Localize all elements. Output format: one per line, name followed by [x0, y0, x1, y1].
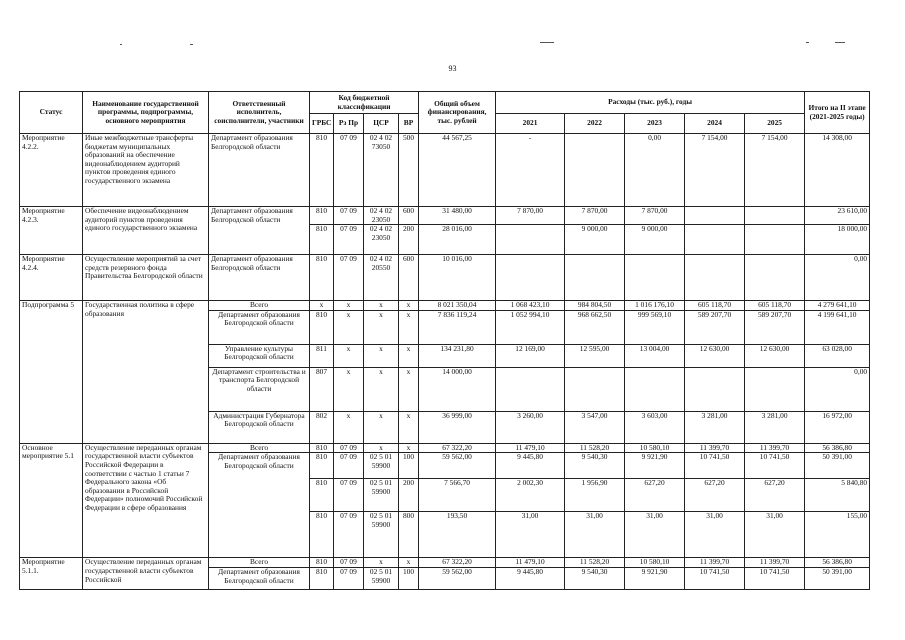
cell-2022: 11 528,20: [565, 558, 625, 568]
cell-name: Осуществление мероприятий за счет средств резервного фонда Правительства Белгородской области: [83, 255, 209, 301]
cell-csr: x: [364, 367, 399, 411]
cell-vr: x: [399, 310, 419, 344]
table-row: [20, 255, 870, 301]
cell-2021: 11 479,10: [496, 443, 565, 453]
cell-executor: Департамент образования Белгородской области: [209, 310, 310, 344]
cell-csr: x: [364, 301, 399, 311]
cell-grbs: 810: [310, 207, 334, 225]
cell-csr: 02 5 01 59900: [364, 567, 399, 589]
cell-2022: 9 540,30: [565, 567, 625, 589]
cell-2023: 9 921,90: [625, 453, 685, 479]
cell-2024: [685, 225, 745, 255]
cell-2023: 10 580,10: [625, 558, 685, 568]
cell-vr: 200: [399, 225, 419, 255]
table-row: [20, 301, 870, 311]
cell-name: Государственная политика в сфере образования: [83, 301, 209, 444]
cell-grbs: 810: [310, 255, 334, 301]
cell-rzpr: x: [334, 411, 364, 443]
cell-2023: 9 921,90: [625, 567, 685, 589]
cell-2022: 31,00: [565, 512, 625, 558]
cell-executor: Департамент строительства и транспорта Белгородской области: [209, 367, 310, 411]
table-row: [20, 558, 870, 568]
cell-rzpr: x: [334, 301, 364, 311]
cell-csr: x: [364, 310, 399, 344]
cell-csr: 02 4 02 23050: [364, 225, 399, 255]
cell-2023: 10 580,10: [625, 443, 685, 453]
cell-stage: 155,00: [805, 512, 870, 558]
cell-csr: 02 4 02 20550: [364, 255, 399, 301]
cell-vr: x: [399, 344, 419, 367]
cell-total: 67 322,20: [419, 443, 496, 453]
cell-2024: 11 399,70: [685, 558, 745, 568]
header-2025: 2025: [745, 114, 805, 134]
cell-rzpr: 07 09: [334, 134, 364, 207]
cell-2021: 11 479,10: [496, 558, 565, 568]
cell-vr: 100: [399, 453, 419, 479]
cell-csr: 02 4 02 73050: [364, 134, 399, 207]
cell-grbs: 810: [310, 512, 334, 558]
cell-2022: 9 000,00: [565, 225, 625, 255]
cell-grbs: 810: [310, 567, 334, 589]
header-status: Статус: [20, 92, 83, 134]
cell-csr: x: [364, 344, 399, 367]
header-executor: Ответственный исполнитель, соисполнители, участники: [209, 92, 310, 134]
cell-2022: [565, 134, 625, 207]
cell-csr: 02 5 01 59900: [364, 479, 399, 512]
scan-speck: [806, 42, 809, 43]
cell-vr: 100: [399, 567, 419, 589]
cell-2025: [745, 225, 805, 255]
header-2023: 2023: [625, 114, 685, 134]
cell-2025: 12 630,00: [745, 344, 805, 367]
cell-grbs: 810: [310, 310, 334, 344]
cell-status: Мероприятие 4.2.3.: [20, 207, 83, 255]
cell-2021: [496, 225, 565, 255]
cell-grbs: 811: [310, 344, 334, 367]
cell-total: 67 322,20: [419, 558, 496, 568]
cell-stage: 63 028,00: [805, 344, 870, 367]
cell-status: Мероприятие 5.1.1.: [20, 558, 83, 590]
cell-2024: 12 630,00: [685, 344, 745, 367]
cell-vr: x: [399, 443, 419, 453]
cell-grbs: 810: [310, 558, 334, 568]
cell-2021: 9 445,80: [496, 453, 565, 479]
header-grbs: ГРБС: [310, 114, 334, 134]
cell-2025: 3 281,00: [745, 411, 805, 443]
cell-2025: 10 741,50: [745, 567, 805, 589]
cell-2023: 999 569,10: [625, 310, 685, 344]
cell-2024: 10 741,50: [685, 567, 745, 589]
cell-executor: Всего: [209, 301, 310, 311]
cell-2021: [496, 367, 565, 411]
cell-2025: [745, 207, 805, 225]
cell-vr: 800: [399, 512, 419, 558]
cell-total: 193,50: [419, 512, 496, 558]
cell-rzpr: x: [334, 344, 364, 367]
cell-2023: 3 603,00: [625, 411, 685, 443]
cell-2023: 0,00: [625, 134, 685, 207]
cell-2024: 31,00: [685, 512, 745, 558]
cell-2022: 11 528,20: [565, 443, 625, 453]
cell-grbs: 802: [310, 411, 334, 443]
cell-name: Осуществление переданных органам государственной власти субъектов Российской: [83, 558, 209, 590]
cell-2023: 31,00: [625, 512, 685, 558]
cell-2023: 1 016 176,10: [625, 301, 685, 311]
cell-2023: 627,20: [625, 479, 685, 512]
cell-2022: [565, 367, 625, 411]
cell-rzpr: 07 09: [334, 225, 364, 255]
cell-2024: 627,20: [685, 479, 745, 512]
cell-csr: x: [364, 558, 399, 568]
header-rzpr: Рз Пр: [334, 114, 364, 134]
header-stage-total: Итого на II этапе (2021-2025 годы): [805, 92, 870, 134]
cell-2021: -: [496, 134, 565, 207]
cell-2021: 3 260,00: [496, 411, 565, 443]
cell-executor: Департамент образования Белгородской области: [209, 134, 310, 207]
scan-speck: [540, 42, 554, 43]
cell-2023: [625, 367, 685, 411]
cell-stage: 14 308,00: [805, 134, 870, 207]
cell-name: Иные межбюджетные трансферты бюджетам муниципальных образований на обеспечение видеонаблюдением аудиторий пунктов проведения единого государственного экзамена: [83, 134, 209, 207]
cell-total: 8 021 350,04: [419, 301, 496, 311]
table-row: [20, 207, 870, 225]
cell-stage: 4 279 641,10: [805, 301, 870, 311]
cell-2025: 31,00: [745, 512, 805, 558]
cell-stage: 0,00: [805, 367, 870, 411]
cell-total: 44 567,25: [419, 134, 496, 207]
cell-total: 59 562,00: [419, 453, 496, 479]
cell-grbs: x: [310, 301, 334, 311]
cell-vr: 200: [399, 479, 419, 512]
cell-grbs: 810: [310, 443, 334, 453]
cell-2025: 7 154,00: [745, 134, 805, 207]
cell-executor: Департамент образования Белгородской области: [209, 567, 310, 589]
header-2022: 2022: [565, 114, 625, 134]
cell-total: 28 016,00: [419, 225, 496, 255]
cell-total: 7 836 119,24: [419, 310, 496, 344]
cell-2021: 31,00: [496, 512, 565, 558]
cell-2021: 2 002,30: [496, 479, 565, 512]
cell-total: 59 562,00: [419, 567, 496, 589]
header-code: Код бюджетной классификации: [310, 92, 419, 114]
cell-2025: 10 741,50: [745, 453, 805, 479]
cell-2025: 589 207,70: [745, 310, 805, 344]
header-2021: 2021: [496, 114, 565, 134]
table-row: [20, 134, 870, 207]
table-row: [20, 443, 870, 453]
cell-rzpr: 07 09: [334, 443, 364, 453]
cell-total: 10 016,00: [419, 255, 496, 301]
cell-grbs: 810: [310, 134, 334, 207]
scan-speck: [835, 42, 845, 43]
cell-status: Мероприятие 4.2.2.: [20, 134, 83, 207]
cell-2023: [625, 255, 685, 301]
budget-table: [19, 91, 870, 590]
cell-executor: Департамент образования Белгородской области: [209, 255, 310, 301]
cell-2021: [496, 255, 565, 301]
cell-executor: Департамент образования Белгородской области: [209, 207, 310, 255]
cell-stage: 5 840,80: [805, 479, 870, 512]
cell-rzpr: 07 09: [334, 558, 364, 568]
cell-executor: Департамент образования Белгородской области: [209, 453, 310, 558]
cell-2021: 1 068 423,10: [496, 301, 565, 311]
cell-2024: 11 399,70: [685, 443, 745, 453]
cell-name: Осуществление переданных органам государственной власти субъектов Российской Федерации в соответствии с частью 1 статьи 7 Федерального закона «Об образовании в Российской Федерации» полномочий Российской Федерации в сфере образования: [83, 443, 209, 558]
cell-2023: 9 000,00: [625, 225, 685, 255]
cell-2021: 1 052 994,10: [496, 310, 565, 344]
cell-2025: 11 399,70: [745, 443, 805, 453]
cell-rzpr: x: [334, 310, 364, 344]
cell-2023: 13 004,00: [625, 344, 685, 367]
cell-grbs: 810: [310, 453, 334, 479]
cell-csr: 02 4 02 23050: [364, 207, 399, 225]
header-csr: ЦСР: [364, 114, 399, 134]
cell-2024: 3 281,00: [685, 411, 745, 443]
cell-stage: 50 391,00: [805, 567, 870, 589]
cell-rzpr: 07 09: [334, 453, 364, 479]
cell-total: 14 000,00: [419, 367, 496, 411]
cell-2021: 12 169,00: [496, 344, 565, 367]
cell-stage: 4 199 641,10: [805, 310, 870, 344]
cell-vr: x: [399, 411, 419, 443]
cell-2024: [685, 255, 745, 301]
cell-rzpr: 07 09: [334, 567, 364, 589]
cell-2021: 9 445,80: [496, 567, 565, 589]
cell-stage: 16 972,00: [805, 411, 870, 443]
cell-csr: x: [364, 443, 399, 453]
cell-total: 36 999,00: [419, 411, 496, 443]
cell-status: Мероприятие 4.2.4.: [20, 255, 83, 301]
cell-rzpr: 07 09: [334, 255, 364, 301]
cell-2023: 7 870,00: [625, 207, 685, 225]
cell-total: 31 480,00: [419, 207, 496, 225]
cell-2024: 10 741,50: [685, 453, 745, 479]
cell-2025: 627,20: [745, 479, 805, 512]
cell-status: Основное мероприятие 5.1: [20, 443, 83, 558]
page-number: 93: [448, 64, 457, 73]
cell-2021: 7 870,00: [496, 207, 565, 225]
cell-2022: 7 870,00: [565, 207, 625, 225]
cell-executor: Всего: [209, 558, 310, 568]
cell-2025: [745, 255, 805, 301]
cell-csr: 02 5 01 59900: [364, 512, 399, 558]
cell-2022: 9 540,30: [565, 453, 625, 479]
cell-vr: 500: [399, 134, 419, 207]
cell-status: Подпрограмма 5: [20, 301, 83, 444]
cell-csr: 02 5 01 59900: [364, 453, 399, 479]
cell-2022: 12 595,00: [565, 344, 625, 367]
cell-2022: 3 547,00: [565, 411, 625, 443]
cell-vr: x: [399, 367, 419, 411]
cell-stage: 56 386,80: [805, 558, 870, 568]
cell-executor: Администрация Губернатора Белгородской области: [209, 411, 310, 443]
cell-stage: 0,00: [805, 255, 870, 301]
cell-csr: x: [364, 411, 399, 443]
cell-2024: [685, 207, 745, 225]
cell-rzpr: x: [334, 367, 364, 411]
cell-name: Обеспечение видеонаблюдением аудиторий пунктов проведения единого государственного экзамена: [83, 207, 209, 255]
cell-grbs: 810: [310, 479, 334, 512]
cell-2022: 968 662,50: [565, 310, 625, 344]
cell-vr: 600: [399, 255, 419, 301]
cell-2025: 11 399,70: [745, 558, 805, 568]
cell-2022: 984 804,50: [565, 301, 625, 311]
cell-2022: 1 956,90: [565, 479, 625, 512]
scan-speck: [120, 44, 122, 45]
cell-2024: [685, 367, 745, 411]
cell-stage: 23 610,00: [805, 207, 870, 225]
header-name: Наименование государственной программы, подпрограммы, основного мероприятия: [83, 92, 209, 134]
cell-stage: 50 391,00: [805, 453, 870, 479]
cell-2024: 605 118,70: [685, 301, 745, 311]
cell-rzpr: 07 09: [334, 479, 364, 512]
cell-vr: x: [399, 558, 419, 568]
cell-stage: 18 000,00: [805, 225, 870, 255]
cell-2025: [745, 367, 805, 411]
cell-2025: 605 118,70: [745, 301, 805, 311]
cell-executor: Всего: [209, 443, 310, 453]
cell-total: 134 231,80: [419, 344, 496, 367]
scan-speck: [190, 44, 193, 45]
cell-vr: x: [399, 301, 419, 311]
cell-grbs: 807: [310, 367, 334, 411]
cell-2024: 7 154,00: [685, 134, 745, 207]
cell-rzpr: 07 09: [334, 207, 364, 225]
cell-stage: 56 386,80: [805, 443, 870, 453]
cell-2022: [565, 255, 625, 301]
cell-executor: Управление культуры Белгородской области: [209, 344, 310, 367]
cell-2024: 589 207,70: [685, 310, 745, 344]
cell-vr: 600: [399, 207, 419, 225]
header-vr: ВР: [399, 114, 419, 134]
cell-rzpr: 07 09: [334, 512, 364, 558]
cell-total: 7 566,70: [419, 479, 496, 512]
header-expenses: Расходы (тыс. руб.), годы: [496, 92, 805, 114]
cell-grbs: 810: [310, 225, 334, 255]
header-total: Общий объем финансирования, тыс. рублей: [419, 92, 496, 134]
header-2024: 2024: [685, 114, 745, 134]
